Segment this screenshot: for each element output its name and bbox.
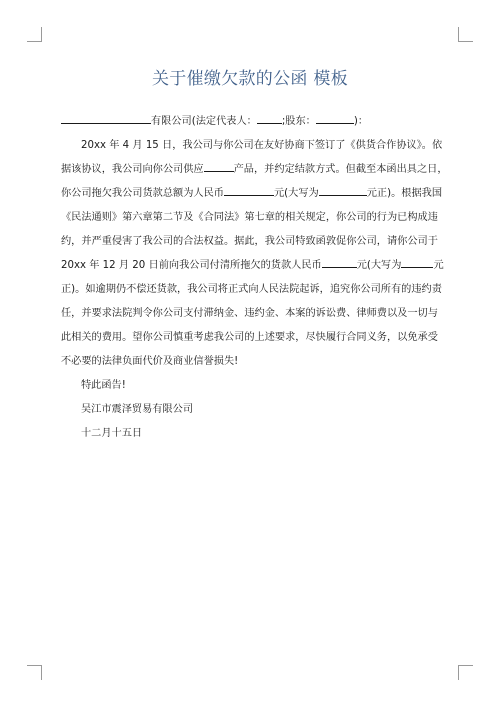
paragraph-line-2a: 据该协议，我公司向你公司供应 [61,164,204,175]
paragraph-line-1: 20xx 年 4 月 15 日，我公司与你公司在友好协商下签订了《供货合作协议》。依 [81,140,443,151]
legal-rep-blank [257,113,282,124]
sender-company: 吴江市震泽贸易有限公司 [81,404,194,415]
paragraph-line-7: 正)。如逾期仍不偿还货款，我公司将正式向人民法院起诉，追究你公司所有的违约责 [61,284,442,295]
amount-capital-blank [319,185,367,196]
paragraph-line-2 [61,158,448,182]
salutation-company-suffix: 有限公司(法定代表人： [151,116,257,127]
crop-mark-bottom-right [458,665,473,680]
letter-body [61,110,448,446]
paragraph-line-3a: 你公司拖欠我公司货款总额为人民币 [61,188,224,199]
salutation-line [61,110,445,134]
paragraph-line-5: 约，并严重侵害了我公司的合法权益。据此，我公司特致函敦促你公司，请你公司于 [61,236,438,247]
recipient-company-blank [61,113,151,124]
paragraph-line-8: 任，并要求法院判令你公司支付滞纳金、违约金、本案的诉讼费、律师费以及一切与 [61,308,438,319]
paragraph-line-3c: 元正)。根据我国 [366,188,443,199]
amount-blank [224,185,274,196]
product-blank [204,161,234,172]
salutation-shareholder-label: ;股东： [281,116,316,127]
paragraph-line-9: 此相关的费用。望你公司慎重考虑我公司的上述要求，尽快履行合同义务，以免承受 [61,332,438,343]
paragraph-line-6a: 20xx 年 12 月 20 日前向我公司付清所拖欠的货款人民币 [61,260,322,271]
paragraph-line-10: 不必要的法律负面代价及商业信誉损失! [61,356,239,367]
crop-mark-top-left [27,27,42,42]
paragraph-line-6b: 元(大写为 [356,260,402,271]
payment-amount-blank [322,257,357,268]
paragraph-line-6 [61,254,445,278]
payment-capital-blank [401,257,433,268]
paragraph-line-3 [61,182,445,206]
shareholder-blank [316,113,354,124]
closing-line: 特此函告! [81,380,126,391]
salutation-end: )： [353,116,369,127]
paragraph-line-4: 《民法通则》第六章第二节及《合同法》第七章的相关规定，你公司的行为已构成违 [61,212,438,223]
crop-mark-top-right [458,27,473,42]
document-title: 关于催缴欠款的公函 模板 [151,69,348,89]
paragraph-line-3b: 元(大写为 [274,188,319,199]
paragraph-line-2b: 产品，并约定结款方式。但截至本函出具之日， [233,164,448,175]
letter-date: 十二月十五日 [81,428,143,439]
crop-mark-bottom-left [27,665,42,680]
paragraph-line-6c: 元 [433,260,444,271]
